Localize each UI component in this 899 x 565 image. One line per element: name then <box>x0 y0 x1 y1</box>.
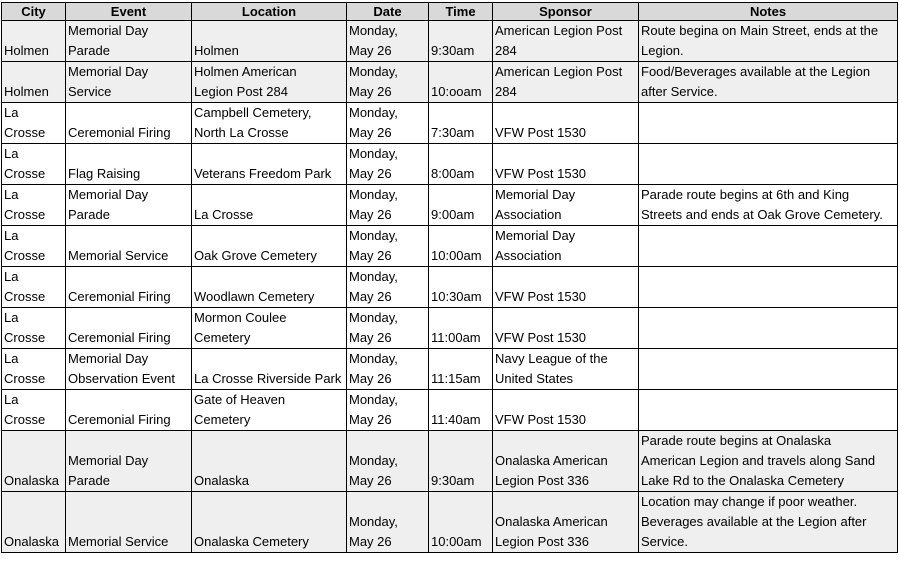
cell-event <box>66 492 192 553</box>
cell-city: La Crosse <box>2 144 66 185</box>
cell-date-line: Monday, <box>349 105 398 120</box>
cell-location-line: Cemetery <box>194 330 251 345</box>
cell-sponsor <box>493 390 639 431</box>
cell-notes-line: Route begina on Main Street, ends at the <box>641 23 879 38</box>
cell-event <box>66 390 192 431</box>
header-row <box>2 3 898 21</box>
cell-time: 8:00am <box>429 144 493 185</box>
cell-sponsor-line: American Legion Post <box>495 23 623 38</box>
cell-location-line: Mormon Coulee <box>194 310 287 325</box>
cell-date-line: May 26 <box>349 43 392 58</box>
cell-sponsor-line: Onalaska American <box>495 514 608 529</box>
cell-location-line: Veterans Freedom Park <box>194 166 332 181</box>
cell-location-line: Cemetery <box>194 412 251 427</box>
cell-notes <box>639 144 898 185</box>
cell-time: 9:30am <box>429 431 493 492</box>
cell-sponsor <box>493 103 639 144</box>
cell-notes <box>639 21 898 62</box>
table-row <box>2 62 898 103</box>
column-header-location: Location <box>192 3 347 21</box>
cell-date-line: Monday, <box>349 351 398 366</box>
cell-notes <box>639 349 898 390</box>
cell-date <box>347 185 429 226</box>
cell-event-line: Observation Event <box>68 371 175 386</box>
cell-event-line: Memorial Day <box>68 23 149 38</box>
cell-sponsor <box>493 185 639 226</box>
cell-notes <box>639 185 898 226</box>
cell-city: La Crosse <box>2 103 66 144</box>
cell-sponsor <box>493 308 639 349</box>
cell-time: 10:30am <box>429 267 493 308</box>
table-body <box>2 21 898 553</box>
table-row <box>2 349 898 390</box>
cell-notes <box>639 308 898 349</box>
cell-date-line: Monday, <box>349 64 398 79</box>
cell-event-line: Memorial Day <box>68 351 149 366</box>
cell-notes-line: Location may change if poor weather. <box>641 494 858 509</box>
cell-sponsor-line: 284 <box>495 43 517 58</box>
cell-sponsor-line: Legion Post 336 <box>495 534 589 549</box>
cell-event <box>66 349 192 390</box>
cell-date-line: May 26 <box>349 248 392 263</box>
cell-event-line: Parade <box>68 207 110 222</box>
column-header-date: Date <box>347 3 429 21</box>
cell-date-line: May 26 <box>349 125 392 140</box>
cell-city: La Crosse <box>2 185 66 226</box>
cell-date <box>347 308 429 349</box>
cell-city: Holmen <box>2 21 66 62</box>
cell-sponsor-line: Legion Post 336 <box>495 473 589 488</box>
cell-city: La Crosse <box>2 308 66 349</box>
cell-sponsor <box>493 226 639 267</box>
cell-location <box>192 21 347 62</box>
cell-event <box>66 308 192 349</box>
cell-notes <box>639 492 898 553</box>
cell-city: La Crosse <box>2 349 66 390</box>
cell-sponsor <box>493 349 639 390</box>
cell-event <box>66 103 192 144</box>
cell-date <box>347 21 429 62</box>
cell-sponsor <box>493 431 639 492</box>
cell-event-line: Memorial Service <box>68 534 169 549</box>
table-row <box>2 144 898 185</box>
cell-date-line: May 26 <box>349 371 392 386</box>
cell-event <box>66 267 192 308</box>
cell-date <box>347 492 429 553</box>
cell-location-line: Campbell Cemetery, <box>194 105 312 120</box>
cell-location-line: Oak Grove Cemetery <box>194 248 317 263</box>
cell-date-line: Monday, <box>349 23 398 38</box>
column-header-city: City <box>2 3 66 21</box>
cell-notes-line: after Service. <box>641 84 718 99</box>
cell-date-line: May 26 <box>349 473 392 488</box>
cell-location <box>192 390 347 431</box>
events-table <box>1 2 898 553</box>
cell-sponsor-line: Association <box>495 207 562 222</box>
cell-time: 7:30am <box>429 103 493 144</box>
cell-sponsor-line: United States <box>495 371 574 386</box>
cell-event-line: Memorial Day <box>68 64 149 79</box>
cell-city: Holmen <box>2 62 66 103</box>
cell-notes <box>639 267 898 308</box>
cell-location-line: La Crosse Riverside Park <box>194 371 342 386</box>
cell-date <box>347 349 429 390</box>
cell-date <box>347 390 429 431</box>
table-row <box>2 21 898 62</box>
cell-notes-line: Parade route begins at Onalaska <box>641 433 832 448</box>
cell-event-line: Service <box>68 84 112 99</box>
cell-date-line: May 26 <box>349 84 392 99</box>
cell-sponsor-line: Navy League of the <box>495 351 608 366</box>
cell-time: 11:00am <box>429 308 493 349</box>
cell-location <box>192 62 347 103</box>
cell-notes <box>639 390 898 431</box>
cell-event <box>66 21 192 62</box>
cell-date <box>347 431 429 492</box>
cell-date-line: May 26 <box>349 289 392 304</box>
cell-sponsor-line: VFW Post 1530 <box>495 166 587 181</box>
cell-event <box>66 185 192 226</box>
cell-location-line: Onalaska <box>194 473 249 488</box>
cell-location-line: Holmen American <box>194 64 297 79</box>
cell-date-line: Monday, <box>349 269 398 284</box>
table-row <box>2 492 898 553</box>
cell-sponsor <box>493 21 639 62</box>
cell-notes <box>639 62 898 103</box>
cell-location-line: Holmen <box>194 43 239 58</box>
cell-location <box>192 308 347 349</box>
cell-event <box>66 431 192 492</box>
cell-date <box>347 267 429 308</box>
cell-location-line: Gate of Heaven <box>194 392 286 407</box>
cell-notes-line: American Legion and travels along Sand <box>641 453 876 468</box>
table-row <box>2 185 898 226</box>
cell-date <box>347 144 429 185</box>
cell-notes-line: Streets and ends at Oak Grove Cemetery. <box>641 207 883 222</box>
cell-time: 9:30am <box>429 21 493 62</box>
cell-date-line: Monday, <box>349 310 398 325</box>
cell-sponsor-line: Onalaska American <box>495 453 608 468</box>
cell-time: 9:00am <box>429 185 493 226</box>
cell-date-line: Monday, <box>349 228 398 243</box>
cell-date <box>347 226 429 267</box>
table-row <box>2 103 898 144</box>
table-row <box>2 226 898 267</box>
cell-location-line: Onalaska Cemetery <box>194 534 309 549</box>
cell-notes <box>639 431 898 492</box>
table-row <box>2 308 898 349</box>
cell-event-line: Memorial Service <box>68 248 169 263</box>
cell-date-line: May 26 <box>349 330 392 345</box>
cell-sponsor-line: Memorial Day <box>495 187 576 202</box>
cell-event-line: Flag Raising <box>68 166 141 181</box>
cell-sponsor <box>493 267 639 308</box>
cell-date <box>347 62 429 103</box>
cell-event-line: Ceremonial Firing <box>68 330 171 345</box>
cell-city: La Crosse <box>2 226 66 267</box>
cell-date-line: Monday, <box>349 453 398 468</box>
table-row <box>2 431 898 492</box>
cell-event-line: Ceremonial Firing <box>68 125 171 140</box>
cell-sponsor <box>493 492 639 553</box>
cell-event-line: Memorial Day <box>68 453 149 468</box>
cell-event <box>66 144 192 185</box>
cell-city: Onalaska <box>2 431 66 492</box>
column-header-event: Event <box>66 3 192 21</box>
cell-event-line: Parade <box>68 473 110 488</box>
cell-event-line: Ceremonial Firing <box>68 289 171 304</box>
cell-notes <box>639 226 898 267</box>
cell-date-line: Monday, <box>349 514 398 529</box>
cell-event-line: Parade <box>68 43 110 58</box>
cell-notes-line: Service. <box>641 534 688 549</box>
cell-date-line: May 26 <box>349 207 392 222</box>
cell-date <box>347 103 429 144</box>
cell-location <box>192 431 347 492</box>
cell-location-line: North La Crosse <box>194 125 289 140</box>
cell-location <box>192 103 347 144</box>
cell-sponsor-line: VFW Post 1530 <box>495 330 587 345</box>
cell-location-line: Legion Post 284 <box>194 84 288 99</box>
cell-time: 10:ooam <box>429 62 493 103</box>
table-row <box>2 390 898 431</box>
cell-sponsor-line: VFW Post 1530 <box>495 412 587 427</box>
cell-sponsor-line: American Legion Post <box>495 64 623 79</box>
cell-time: 10:00am <box>429 226 493 267</box>
cell-date-line: Monday, <box>349 392 398 407</box>
cell-date-line: Monday, <box>349 187 398 202</box>
cell-date-line: May 26 <box>349 534 392 549</box>
cell-sponsor-line: VFW Post 1530 <box>495 125 587 140</box>
cell-notes <box>639 103 898 144</box>
cell-notes-line: Lake Rd to the Onalaska Cemetery <box>641 473 845 488</box>
cell-time: 11:40am <box>429 390 493 431</box>
cell-date-line: Monday, <box>349 146 398 161</box>
table-row <box>2 267 898 308</box>
cell-location <box>192 349 347 390</box>
cell-event-line: Memorial Day <box>68 187 149 202</box>
cell-city: La Crosse <box>2 390 66 431</box>
cell-sponsor <box>493 144 639 185</box>
cell-location-line: La Crosse <box>194 207 254 222</box>
cell-location-line: Woodlawn Cemetery <box>194 289 315 304</box>
cell-city: La Crosse <box>2 267 66 308</box>
cell-event-line: Ceremonial Firing <box>68 412 171 427</box>
cell-sponsor-line: Association <box>495 248 562 263</box>
cell-time: 10:00am <box>429 492 493 553</box>
cell-city: Onalaska <box>2 492 66 553</box>
cell-location <box>192 144 347 185</box>
column-header-sponsor: Sponsor <box>493 3 639 21</box>
cell-time: 11:15am <box>429 349 493 390</box>
cell-sponsor-line: 284 <box>495 84 517 99</box>
cell-location <box>192 226 347 267</box>
cell-date-line: May 26 <box>349 412 392 427</box>
cell-location <box>192 185 347 226</box>
cell-notes-line: Legion. <box>641 43 684 58</box>
cell-location <box>192 267 347 308</box>
cell-event <box>66 226 192 267</box>
cell-event <box>66 62 192 103</box>
column-header-time: Time <box>429 3 493 21</box>
column-header-notes: Notes <box>639 3 898 21</box>
cell-sponsor-line: VFW Post 1530 <box>495 289 587 304</box>
cell-sponsor-line: Memorial Day <box>495 228 576 243</box>
cell-sponsor <box>493 62 639 103</box>
cell-date-line: May 26 <box>349 166 392 181</box>
cell-notes-line: Parade route begins at 6th and King <box>641 187 850 202</box>
cell-notes-line: Beverages available at the Legion after <box>641 514 867 529</box>
cell-notes-line: Food/Beverages available at the Legion <box>641 64 871 79</box>
cell-location <box>192 492 347 553</box>
